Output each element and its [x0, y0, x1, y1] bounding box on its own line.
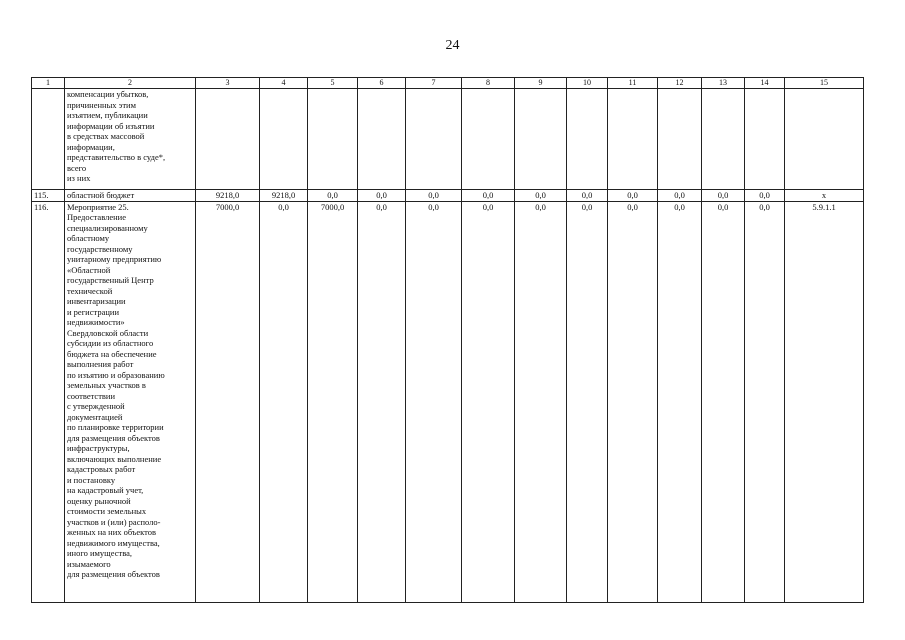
- row-number: 115.: [32, 190, 65, 202]
- text-line: для размещения объектов: [67, 569, 160, 579]
- text-line: женных на них объектов: [67, 527, 157, 537]
- value-cell: 0,0: [608, 190, 658, 202]
- page-number: 24: [445, 38, 460, 53]
- text-line: включающих выполнение: [67, 453, 162, 464]
- text-line: бюджета на обеспечение: [67, 348, 157, 359]
- header-cell: 9: [515, 78, 567, 89]
- value-cell: 0,0: [567, 190, 608, 202]
- text-line: специализированному: [67, 222, 148, 233]
- text-line: субсидии из областного: [67, 338, 154, 348]
- text-line: государственному: [67, 243, 133, 254]
- text-line: и постановку: [67, 474, 116, 485]
- value-cell: 0,0: [702, 190, 745, 202]
- continuation-text: [65, 89, 196, 190]
- text-line: причиненных этим: [67, 99, 136, 110]
- text-line: в средствах массовой: [67, 131, 145, 141]
- value-cell: 0,0: [515, 190, 567, 202]
- row-name: областной бюджет: [65, 190, 196, 202]
- text-line: компенсации убытков,: [67, 89, 149, 99]
- text-line: кадастровых работ: [67, 464, 136, 474]
- text-line: стоимости земельных: [67, 506, 147, 516]
- value-cell: 0,0: [358, 190, 406, 202]
- header-row: [32, 78, 864, 89]
- row-number: 116.: [32, 201, 65, 602]
- value-cell: 9218,0: [260, 190, 308, 202]
- value-cell: 9218,0: [196, 190, 260, 202]
- text-line: по планировке территории: [67, 422, 164, 432]
- text-line: земельных участков в: [67, 380, 146, 390]
- value-cell: 0,0: [308, 190, 358, 202]
- text-line: недвижимости»: [67, 317, 125, 327]
- text-line: «Областной: [67, 264, 111, 275]
- text-line: с утвержденной: [67, 401, 125, 411]
- text-line: по изъятию и образованию: [67, 369, 165, 380]
- text-line: документацией: [67, 411, 123, 422]
- text-line: унитарному предприятию: [67, 254, 162, 264]
- reference-cell: 5.9.1.1: [785, 201, 864, 602]
- text-line: на кадастровый учет,: [67, 485, 144, 495]
- header-cell: 13: [702, 78, 745, 89]
- header-cell: 15: [785, 78, 864, 89]
- text-line: Мероприятие 25.: [67, 201, 129, 212]
- header-cell: 8: [462, 78, 515, 89]
- header-cell: 14: [745, 78, 785, 89]
- text-line: областному: [67, 233, 110, 243]
- value-cell: 0,0: [567, 201, 608, 602]
- value-cell: 0,0: [658, 190, 702, 202]
- header-cell: 3: [196, 78, 260, 89]
- value-cell: 7000,0: [196, 201, 260, 602]
- value-cell: 0,0: [658, 201, 702, 602]
- header-cell: 5: [308, 78, 358, 89]
- header-cell: 10: [567, 78, 608, 89]
- value-cell: 0,0: [745, 190, 785, 202]
- value-cell: 0,0: [515, 201, 567, 602]
- header-cell: 12: [658, 78, 702, 89]
- header-cell: 7: [406, 78, 462, 89]
- value-cell: 0,0: [462, 190, 515, 202]
- text-line: инфраструктуры,: [67, 443, 130, 453]
- text-line: всего: [67, 162, 87, 173]
- reference-cell: х: [785, 190, 864, 202]
- text-line: государственный Центр: [67, 275, 154, 285]
- text-line: Свердловской области: [67, 327, 149, 338]
- text-line: иного имущества,: [67, 548, 132, 558]
- text-line: изымаемого: [67, 558, 111, 569]
- text-line: из них: [67, 173, 91, 183]
- value-cell: 0,0: [406, 190, 462, 202]
- header-cell: 1: [32, 78, 65, 89]
- text-line: информации,: [67, 141, 115, 152]
- header-cell: 6: [358, 78, 406, 89]
- header-cell: 2: [65, 78, 196, 89]
- value-cell: 0,0: [260, 201, 308, 602]
- text-line: представительство в суде*,: [67, 152, 166, 162]
- header-cell: 4: [260, 78, 308, 89]
- text-line: Предоставление: [67, 212, 126, 222]
- value-cell: 0,0: [358, 201, 406, 602]
- value-cell: 0,0: [745, 201, 785, 602]
- text-line: изъятием, публикации: [67, 110, 148, 120]
- value-cell: 0,0: [406, 201, 462, 602]
- text-line: инвентаризации: [67, 296, 126, 306]
- text-line: недвижимого имущества,: [67, 537, 160, 548]
- text-line: участков и (или) располо-: [67, 516, 161, 527]
- text-line: оценку рыночной: [67, 495, 131, 506]
- text-line: технической: [67, 285, 113, 296]
- text-line: соответствии: [67, 390, 116, 401]
- continuation-row: [32, 89, 864, 190]
- row-name: [65, 201, 196, 602]
- header-cell: 11: [608, 78, 658, 89]
- value-cell: 0,0: [702, 201, 745, 602]
- text-line: выполнения работ: [67, 359, 134, 369]
- value-cell: 0,0: [608, 201, 658, 602]
- text-line: информации об изъятии: [67, 120, 155, 131]
- text-line: и регистрации: [67, 306, 119, 317]
- table-row-115: [32, 190, 864, 202]
- budget-table: [31, 77, 864, 603]
- value-cell: 7000,0: [308, 201, 358, 602]
- value-cell: 0,0: [462, 201, 515, 602]
- table-row-116: [32, 201, 864, 602]
- text-line: для размещения объектов: [67, 432, 160, 443]
